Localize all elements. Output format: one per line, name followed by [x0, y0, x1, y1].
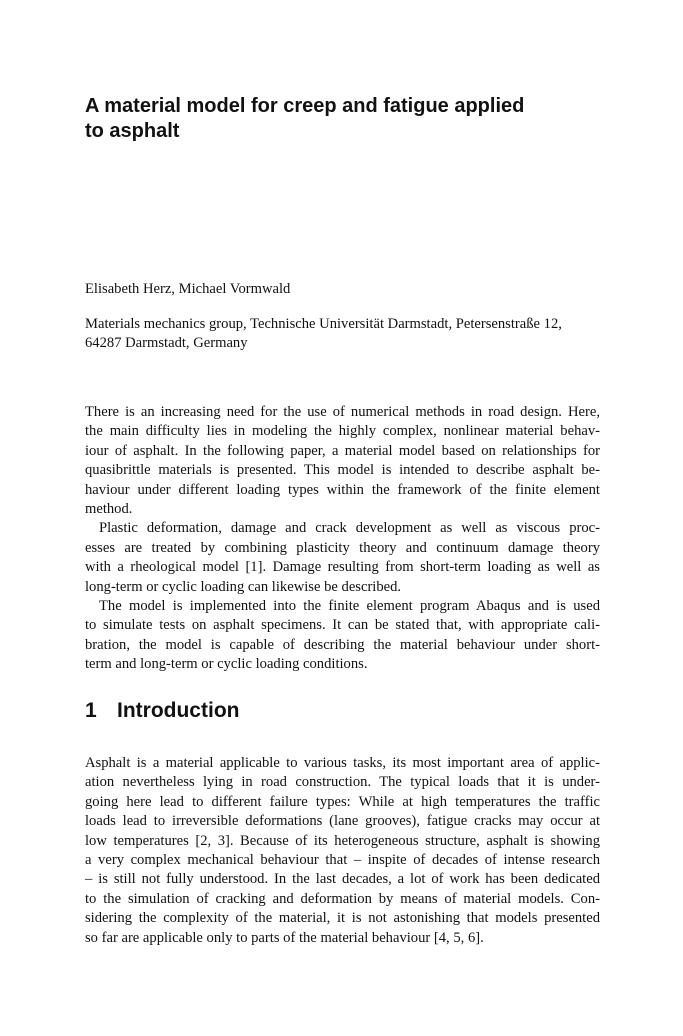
- abstract-paragraph: [85, 519, 600, 597]
- text-line: going here lead to different failure types: While at high temperatures the traffic: [85, 793, 600, 810]
- title-line: A material model for creep and fatigue applied: [85, 95, 525, 117]
- abstract-paragraph: [85, 403, 600, 519]
- text-line: quasibrittle materials is presented. This model is intended to describe asphalt be-: [85, 462, 600, 479]
- section-number: 1: [85, 699, 97, 722]
- text-line: bration, the model is capable of describing the material behaviour under short-: [85, 636, 600, 653]
- text-line: so far are applicable only to parts of the material behaviour [4, 5, 6].: [85, 929, 484, 946]
- text-line: with a rheological model [1]. Damage resulting from short-term loading as well as: [85, 559, 600, 576]
- abstract: [85, 403, 600, 674]
- affiliation-line: Materials mechanics group, Technische Universität Darmstadt, Petersenstraße 12,: [85, 316, 562, 332]
- affiliation: [85, 315, 562, 354]
- section-title: Introduction: [117, 699, 240, 722]
- affiliation-line: 64287 Darmstadt, Germany: [85, 335, 248, 352]
- text-line: the main difficulty lies in modeling the highly complex, nonlinear material behav-: [85, 423, 600, 440]
- text-line: sidering the complexity of the material, it is not astonishing that models presented: [85, 910, 600, 927]
- text-line: ation nevertheless lying in road construction. The typical loads that it is under-: [85, 774, 600, 791]
- abstract-paragraph: [85, 597, 600, 675]
- text-line: haviour under different loading types within the framework of the finite element: [85, 481, 600, 498]
- text-line: iour of asphalt. In the following paper, a material model based on relationships for: [85, 442, 600, 459]
- text-line: long-term or cyclic loading can likewise be described.: [85, 578, 402, 595]
- text-line: There is an increasing need for the use of numerical methods in road design. Here,: [85, 404, 600, 420]
- text-line: esses are treated by combining plasticity theory and continuum damage theory: [85, 539, 600, 556]
- authors: Elisabeth Herz, Michael Vormwald: [85, 281, 291, 297]
- text-line: a very complex mechanical behaviour that – inspite of decades of intense research: [85, 851, 600, 868]
- text-line: to the simulation of cracking and deformation by means of material models. Con-: [85, 890, 600, 907]
- text-line: The model is implemented into the finite element program Abaqus and is used: [99, 597, 600, 614]
- text-line: to simulate tests on asphalt specimens. It can be stated that, with appropriate cali-: [85, 617, 600, 634]
- introduction-body: [85, 754, 600, 948]
- paper-title: [85, 94, 524, 143]
- section-heading: [85, 699, 239, 723]
- text-line: – is still not fully understood. In the last decades, a lot of work has been dedicated: [85, 871, 600, 888]
- text-line: Plastic deformation, damage and crack development as well as viscous proc-: [99, 520, 600, 537]
- text-line: method.: [85, 500, 133, 517]
- text-line: low temperatures [2, 3]. Because of its heterogeneous structure, asphalt is showing: [85, 832, 600, 849]
- text-line: term and long-term or cyclic loading conditions.: [85, 656, 368, 673]
- text-line: Asphalt is a material applicable to various tasks, its most important area of applic-: [85, 755, 600, 771]
- title-line: to asphalt: [85, 119, 180, 142]
- text-line: loads lead to irreversible deformations (lane grooves), fatigue cracks may occur at: [85, 813, 600, 830]
